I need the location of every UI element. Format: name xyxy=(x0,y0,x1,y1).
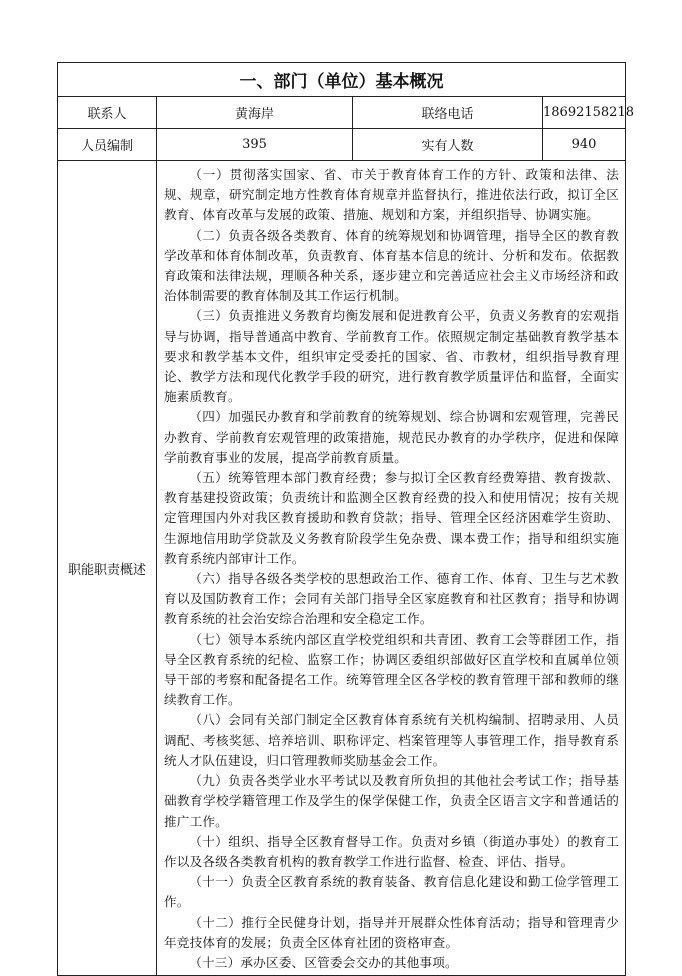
staff-row xyxy=(58,129,626,161)
contact-label: 联系人 xyxy=(58,97,157,129)
staff-actual-value: 940 xyxy=(543,129,626,161)
duty-item-2: （二）负责各级各类教育、体育的统筹规划和协调管理，指导全区的教育教学改革和体育体制改革，负责教育、体育基本信息的统计、分析和发布。依据教育政策和法律法规，理顺各种关系，逐步建立和完善适应社会主义市场经济和政治体制需要的教育体制及其工作运行机制。 xyxy=(164,227,619,304)
duty-item-1: （一）贯彻落实国家、省、市关于教育体育工作的方针、政策和法律、法规、规章，研究制定地方性教育体育规章并监督执行，推进依法行政，拟订全区教育、体育改革与发展的政策、措施、规划和方案，并组织指导、协调实施。 xyxy=(164,167,619,223)
staff-actual-label: 实有人数 xyxy=(353,129,543,161)
staff-quota-label: 人员编制 xyxy=(58,129,157,161)
staff-quota-value: 395 xyxy=(157,129,353,161)
duty-item-7: （七）领导本系统内部区直学校党组织和共青团、教育工会等群团工作，指导全区教育系统的纪检、监察工作；协调区委组织部做好区直学校和直属单位领导干部的考察和配备提名工作。统筹管理全区各学校的教育管理干部和教师的继续教育工作。 xyxy=(164,631,619,708)
duty-item-12: （十二）推行全民健身计划，指导并开展群众性体育活动；指导和管理青少年竞技体育的发展；负责全区体育社团的资格审查。 xyxy=(164,914,619,950)
duty-item-9: （九）负责各类学业水平考试以及教育所负担的其他社会考试工作；指导基础教育学校学籍管理工作及学生的保学保健工作，负责全区语言文字和普通话的推广工作。 xyxy=(164,773,619,829)
duty-item-3: （三）负责推进义务教育均衡发展和促进教育公平，负责义务教育的宏观指导与协调，指导普通高中教育、学前教育工作。依照规定制定基础教育教学基本要求和教学基本文件，组织审定受委托的国家、省、市教材，组织指导教育理论、教学方法和现代化教学手段的研究，进行教育教学质量评估和监督，全面实施素质教育。 xyxy=(164,308,619,405)
duties-label: 职能职责概述 xyxy=(58,161,157,976)
duty-item-4: （四）加强民办教育和学前教育的统筹规划、综合协调和宏观管理，完善民办教育、学前教育宏观管理的政策措施，规范民办教育的办学秩序，促进和保障学前教育事业的发展，提高学前教育质量。 xyxy=(164,409,619,465)
duty-item-13: （十三）承办区委、区管委会交办的其他事项。 xyxy=(189,954,458,970)
duties-content xyxy=(157,161,626,976)
phone-value: 18692158218 xyxy=(543,97,626,129)
contact-value: 黄海岸 xyxy=(157,97,353,129)
duty-item-6: （六）指导各级各类学校的思想政治工作、德育工作、体育、卫生与艺术教育以及国防教育工作；会同有关部门指导全区家庭教育和社区教育；指导和协调教育系统的社会治安综合治理和安全稳定工作。 xyxy=(164,571,619,627)
duty-item-10: （十）组织、指导全区教育督导工作。负责对乡镇（街道办事处）的教育工作以及各级各类教育机构的教育教学工作进行监督、检查、评估、指导。 xyxy=(164,833,619,869)
duty-item-5: （五）统筹管理本部门教育经费；参与拟订全区教育经费筹措、教育拨款、教育基建投资政策；负责统计和监测全区教育经费的投入和使用情况；按有关规定管理国内外对我区教育援助和教育贷款；指导、管理全区经济困难学生资助、生源地信用助学贷款及义务教育阶段学生免杂费、课本费工作；指导和组织实施教育系统内部审计工作。 xyxy=(164,470,619,566)
duty-item-8: （八）会同有关部门制定全区教育体育系统有关机构编制、招聘录用、人员调配、考核奖惩、培养培训、职称评定、档案管理等人事管理工作，指导教育系统人才队伍建设，归口管理教师奖励基金会工作。 xyxy=(164,712,619,768)
phone-label: 联络电话 xyxy=(353,97,543,129)
duties-row xyxy=(58,161,626,976)
contact-row xyxy=(58,97,626,129)
duty-item-11: （十一）负责全区教育系统的教育装备、教育信息化建设和勤工俭学管理工作。 xyxy=(164,874,619,910)
table-title: 一、部门（单位）基本概况 xyxy=(58,63,626,97)
basic-info-table xyxy=(57,62,634,976)
